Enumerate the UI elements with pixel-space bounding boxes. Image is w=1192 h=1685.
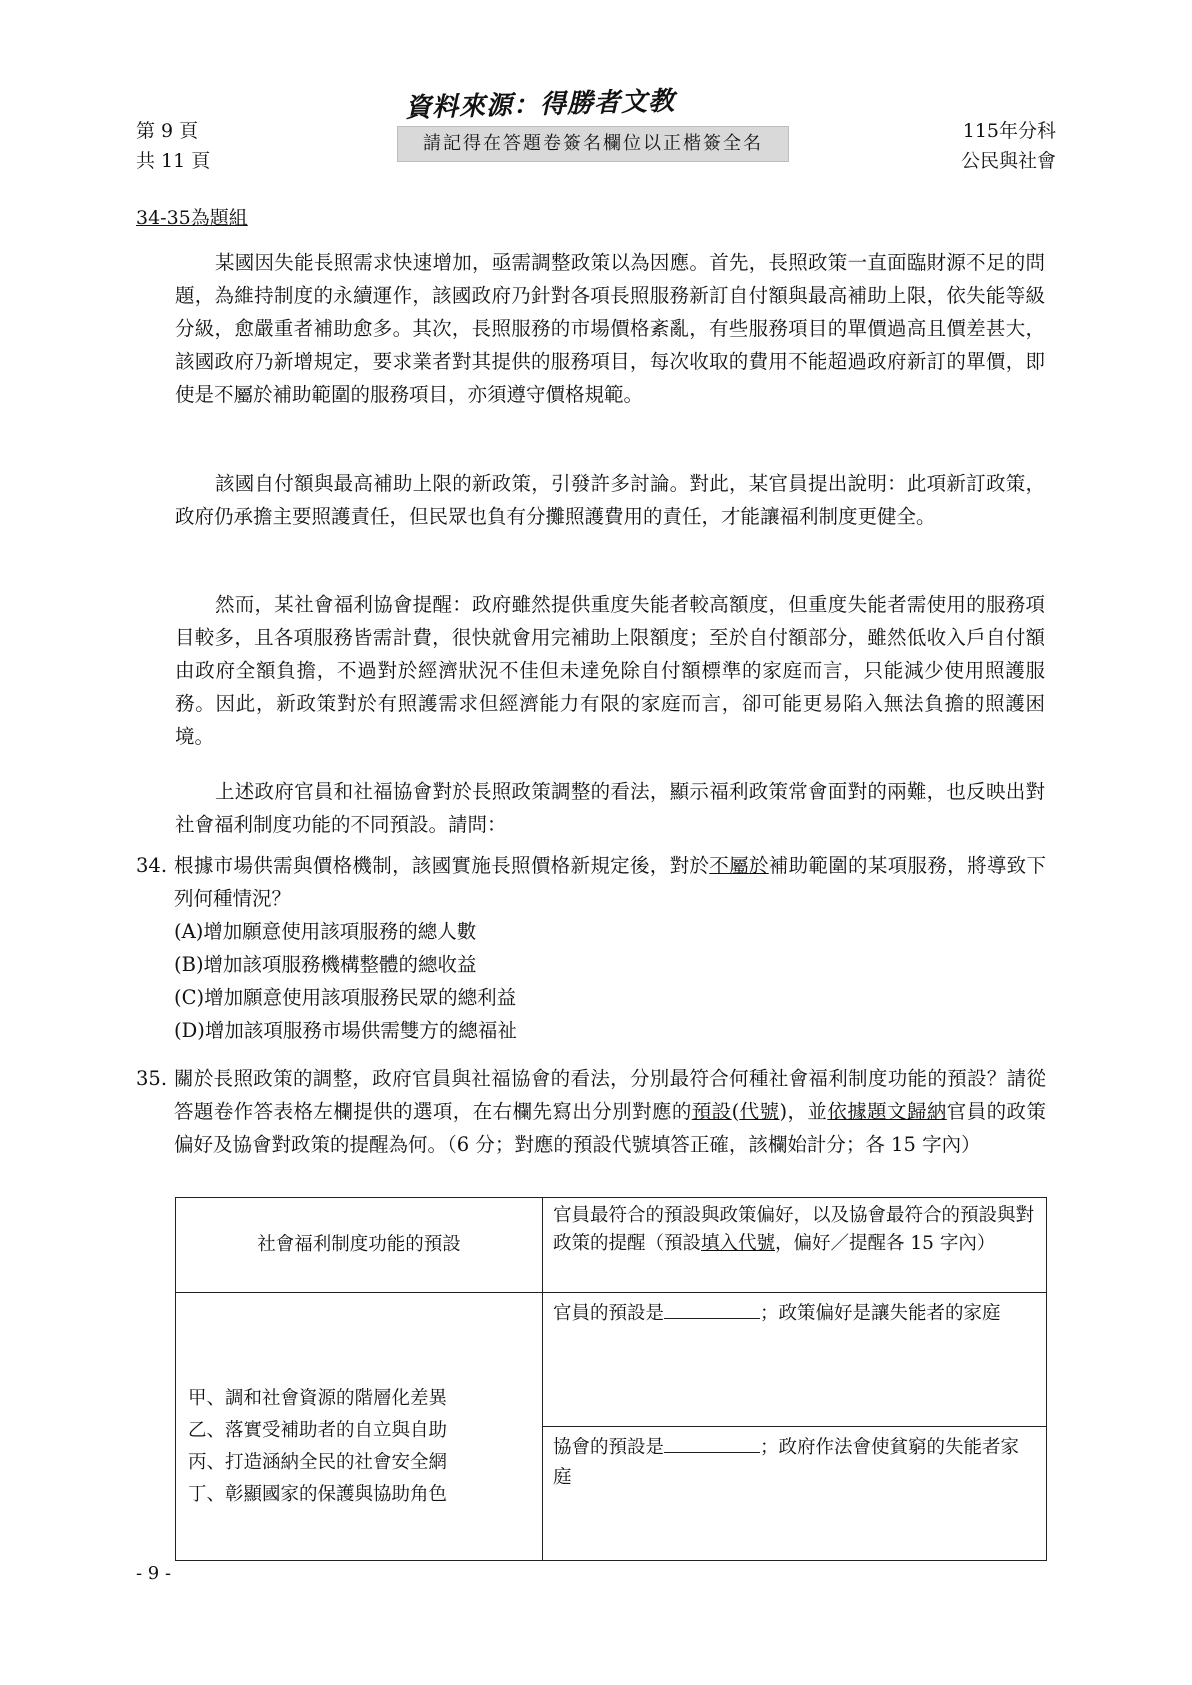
page-number-block — [136, 116, 210, 176]
official-preset-blank[interactable] — [664, 1300, 760, 1319]
page-label: 第 9 頁 — [136, 120, 199, 142]
question-34 — [136, 849, 1046, 1047]
source-handwriting: 資料來源：得勝者文教 — [404, 86, 676, 124]
association-answer-cell: 協會的預設是 ；政府作法會使貧窮的失能者家庭 — [543, 1427, 1047, 1561]
subject-name: 公民與社會 — [960, 150, 1056, 172]
question-stem: 根據市場供需與價格機制，該國實施長照價格新規定後，對於不屬於補助範圍的某項服務，將導致下列何種情況？ — [174, 854, 1046, 910]
signature-reminder-banner: 請記得在答題卷簽名欄位以正楷簽全名 — [397, 126, 789, 162]
preset-option-ding: 丁、彰顯國家的保護與協助角色 — [188, 1483, 448, 1505]
question-number: 34. — [136, 854, 168, 877]
option-b: (B)增加該項服務機構整體的總收益 — [174, 953, 477, 976]
passage-paragraph-2: 該國自付額與最高補助上限的新政策，引發許多討論。對此，某官員提出說明：此項新訂政策，政府仍承擔主要照護責任，但民眾也負有分攤照護費用的責任，才能讓福利制度更健全。 — [175, 472, 1045, 528]
exam-info-block — [961, 116, 1056, 176]
passage-paragraph-1: 某國因失能長照需求快速增加，亟需調整政策以為因應。首先，長照政策一直面臨財源不足的問題，為維持制度的永續運作，該國政府乃針對各項長照服務新訂自付額與最高補助上限，依失能等級分級，愈嚴重者補助愈多。其次，長照服務的市場價格紊亂，有些服務項目的單價過高且價差甚大，該國政府乃新增規定，要求業者對其提供的服務項目，每次收取的費用不能超過政府新訂的單價，即使是不屬於補助範圍的服務項目，亦須遵守價格規範。 — [175, 251, 1045, 406]
passage-paragraph-4: 上述政府官員和社福協會對於長照政策調整的看法，顯示福利政策常會面對的兩難，也反映出對社會福利制度功能的不同預設。請問： — [175, 780, 1045, 836]
question-35 — [136, 1062, 1046, 1161]
answer-table — [175, 1197, 1047, 1561]
official-answer-cell: 官員的預設是 ；政策偏好是讓失能者的家庭 — [543, 1293, 1047, 1427]
association-preset-blank[interactable] — [664, 1434, 760, 1453]
table-header-right: 官員最符合的預設與政策偏好，以及協會最符合的預設與對政策的提醒（預設填入代號，偏好／提醒各 15 字內） — [543, 1198, 1047, 1293]
option-d: (D)增加該項服務市場供需雙方的總福祉 — [174, 1019, 517, 1042]
question-number: 35. — [136, 1067, 168, 1090]
emphasis-not-in-scope: 不屬於 — [709, 854, 769, 877]
page-footer-number: - 9 - — [136, 1563, 172, 1584]
passage-paragraph-3: 然而，某社會福利協會提醒：政府雖然提供重度失能者較高額度，但重度失能者需使用的服務項目較多，且各項服務皆需計費，很快就會用完補助上限額度；至於自付額部分，雖然低收入戶自付額由政府全額負擔，不過對於經濟狀況不佳但未達免除自付額標準的家庭而言，只能減少使用照護服務。因此，新政策對於有照護需求但經濟能力有限的家庭而言，卻可能更易陷入無法負擔的照護困境。 — [175, 593, 1045, 748]
option-c: (C)增加願意使用該項服務民眾的總利益 — [174, 986, 517, 1009]
preset-option-yi: 乙、落實受補助者的自立與自助 — [188, 1419, 448, 1441]
exam-name: 115年分科 — [962, 120, 1056, 142]
total-pages-label: 共 11 頁 — [136, 150, 211, 172]
option-a: (A)增加願意使用該項服務的總人數 — [174, 920, 477, 943]
preset-options-list — [176, 1293, 543, 1561]
question-stem: 關於長照政策的調整，政府官員與社福協會的看法，分別最符合何種社會福利制度功能的預設？請從答題卷作答表格左欄提供的選項，在右欄先寫出分別對應的預設(代號)，並依據題文歸納官員的政策偏好及協會對政策的提醒為何。（6 分；對應的預設代號填答正確，該欄始計分；各 15 字內） — [174, 1067, 1046, 1156]
preset-option-jia: 甲、調和社會資源的階層化差異 — [188, 1387, 448, 1409]
question-group-title: 34-35為題組 — [136, 207, 248, 229]
preset-option-bing: 丙、打造涵納全民的社會安全網 — [188, 1451, 448, 1473]
table-header-left: 社會福利制度功能的預設 — [176, 1198, 543, 1293]
